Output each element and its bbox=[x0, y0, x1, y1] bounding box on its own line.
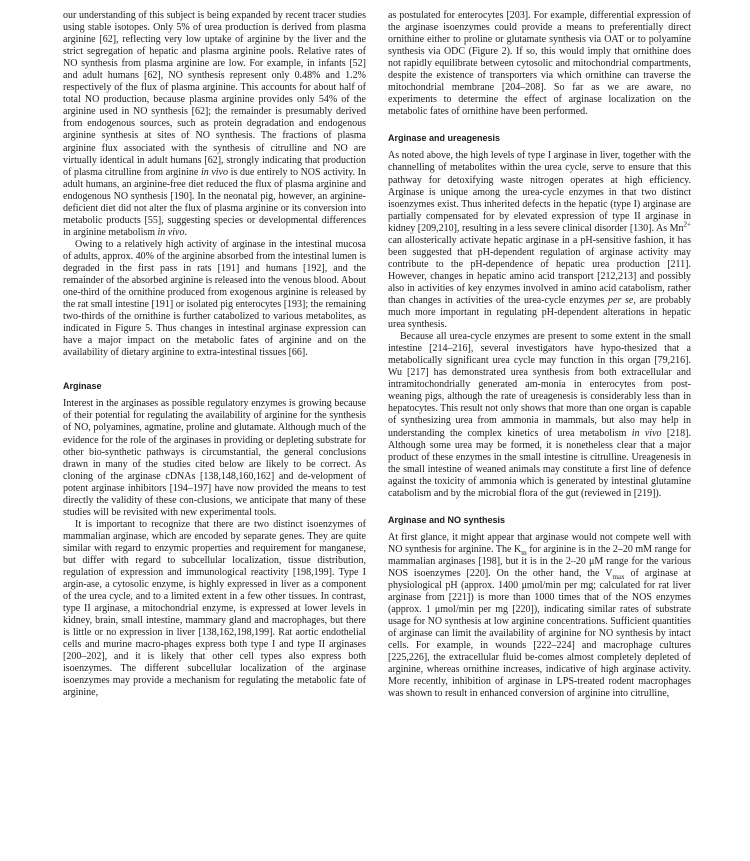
section-heading-arginase: Arginase bbox=[63, 381, 102, 392]
paragraph-isoenzymes: It is important to recognize that there are two distinct isoenzymes of mammalian arginase, which are encoded by separate genes. They are quite similar with regard to enzymic properties and requirement for manganese, but differ with regard to subcellular localization, tissue distribution, regulation of expression and immunological reactivity [198,199]. Type I argin-ase, a cytosolic enzyme, is highly expressed in liver as a component of the urea cycle, and to a limited extent in a few other tissues. In contrast, type II arginase, a mitochondrial enzyme, is expressed at lower levels in kidney, brain, small intestine, mammary gland and macrophages, but there is little or no expression in liver [138,162,198,199]. Rat aortic endothelial cells and murine macro-phages express both type I and type II arginases [200–202], and it is likely that other cell types also express both isoenzymes. The different subcellular localization of the arginase isoenzymes may provide a mechanism for regulating the metabolic fate of arginine, bbox=[63, 518, 366, 699]
paragraph-urea-cycle: As noted above, the high levels of type I arginase in liver, together with the channelling of metabolites within the urea cycle, serve to ensure that this pathway for detoxifying waste nitrogen operates at high efficiency. Arginase is unique among the urea-cycle enzymes in that two distinct isoenzymes exist. Thus inherited defects in the hepatic (type I) arginase are partially compensated for by elevated expression of type II arginase in kidney [209,210], resulting in a less severe clinical disorder [130]. As $Mn^{2+}$ can allosterically activate hepatic arginase in a pH-sensitive fashion, it has been suggested that pH-dependent regulation of arginase activity may contribute to the pH-dependence of hepatic urea production [211]. However, changes in hepatic amino acid transport [212,213] and possibly also in activities of key enzymes involved in amino acid catabolism, rather than changes in activities of the urea-cycle enzymes per se, are probably much more important in regulating pH-dependent alterations in hepatic urea synthesis. bbox=[388, 150, 691, 331]
left-column bbox=[63, 10, 366, 700]
paragraph-tracer-studies: our understanding of this subject is being expanded by recent tracer studies using stable isotopes. Only 5% of urea production is derived from plasma arginine [62], reflecting very low uptake of arginine by the liver and the strict segregation of hepatic and plasma arginine pools. Relative rates of NO synthesis from plasma arginine are low. For example, in infants [52] and adult humans [62], NO synthesis represent only 0.48% and 1.2% respectively of the flux of plasma arginine. This accounts for about half of total NO production, because plasma arginine provides only 54% of the arginine used in NO synthesis [62]; the remainder is presumably derived from endogenous sources, such as protein degradation and endogenous arginine synthesis at sites of NO synthesis. The fractions of plasma arginine flux associated with the synthesis of citrulline and NO are virtually identical in adult humans [62], strongly indicating that production of plasma citrulline from arginine in vivo is due entirely to NOS activity. In adult humans, an arginine-free diet reduced the flux of plasma arginine and endogenous NO synthesis [190]. In the neonatal pig, however, an arginine-deficient diet did not alter the flux of plasma arginine or its conversion into metabolic products [55], suggesting species or developmental differences in arginine metabolism in vivo. bbox=[63, 10, 367, 238]
paragraph-small-intestine: Because all urea-cycle enzymes are present to some extent in the small intestine [214–216], several investigators have hypo-thesized that a metabolically significant urea cycle may function in this organ [79,216]. Wu [217] has demonstrated urea synthesis from both extracellular and intramitochondrially generated am-monia in enterocytes from post-weaning pigs, although the rate of ureagenesis is considerably less than in hepatocytes. This result not only shows that more than one organ is capable of synthesizing urea from ammonia in mammals, but also may help in understanding the complex kinetics of urea metabolism in vivo [218]. Although some urea may be formed, it is nonetheless clear that a major product of these enzymes in the small intestine is citrulline. Ureagenesis in the small intestine of weaned animals may constitute a first line of defence against the toxicity of ammonia which is generated by intestinal glutamine catabolism and by the microbial flora of the gut (reviewed in [219]). bbox=[388, 331, 692, 499]
paragraph-arginase-interest: Interest in the arginases as possible regulatory enzymes is growing because of their potential for regulating the availability of arginine for the synthesis of NO, polyamines, agmatine, proline and glutamate. Although much of the evidence for the role of the arginases in providing or depleting substrate for other bio-synthetic pathways is circumstantial, the general conclusions drawn in many of the studies cited below are likely to be correct. As cloning of the arginase cDNAs [138,148,160,162] and de-velopment of potent arginase inhibitors [194–197] have now provided the means to test directly the validity of these con-clusions, we anticipate that many of these studies will be revisited with new experimental tools. bbox=[63, 398, 366, 518]
section-heading-ureagenesis: Arginase and ureagenesis bbox=[388, 133, 501, 144]
paragraph-enterocytes: as postulated for enterocytes [203]. For example, differential expression of the arginase isoenzymes could provide a means to preferentially direct ornithine either to proline or glutamate synthesis via OAT or to polyamine synthesis via ODC (Figure 2). If so, this would imply that ornithine does not rapidly equilibrate between cytosolic and mitochondrial compartments, despite the existence of transporters via which ornithine can traverse the mitochondrial membrane [204–208]. So far as we are aware, no experiments to determine the effect of arginase localization on the metabolic fates of ornithine have been performed. bbox=[388, 10, 691, 118]
paragraph-intestinal-arginase: Owing to a relatively high activity of arginase in the intestinal mucosa of adults, approx. 40% of the arginine absorbed from the intestinal lumen is degraded in the first pass in rats [191] and humans [192], and the remainder of the absorbed arginine is released into the venous blood. About one-third of the ornithine produced from exogenous arginine is released by the rat small intestine [191] or isolated pig enterocytes [193]; the remaining two-thirds of the ornithine is further catabolized to various metabolites, as indicated in Figure 5. Thus changes in intestinal arginase expression can have a major impact on the metabolic fates of arginine and on the availability of dietary arginine to extra-intestinal tissues [66]. bbox=[63, 238, 366, 359]
section-heading-no-synthesis: Arginase and NO synthesis bbox=[388, 514, 506, 525]
right-column bbox=[388, 10, 691, 700]
paragraph-no-synthesis: At first glance, it might appear that arginase would not compete well with NO synthesis for arginine. The $K_m$ for arginine is in the 2–20 mM range for mammalian arginases [198], but it is in the 2–20 μM range for the various NOS isoenzymes [220]. On the other hand, the $V_{max}$ of arginase at physiological pH (approx. 1400 μmol/min per mg; calculated for rat liver arginase from [221]) is more than 1000 times that of the NOS enzymes (approx. 1 μmol/min per mg [220]), indicating similar rates of substrate usage for NO synthesis at low arginine concentrations. Sufficient quantities of arginase can limit the availability of arginine for NO synthesis by intact cells. For example, in wounds [222–224] and macrophage cultures [225,226], the extracellular fluid be-comes almost completely depleted of arginine, whereas ornithine increases, indicative of high arginase activity. More recently, inhibition of arginase in LPS-treated rodent macrophages was shown to result in enhanced conversion of arginine into citrulline, bbox=[388, 531, 691, 700]
